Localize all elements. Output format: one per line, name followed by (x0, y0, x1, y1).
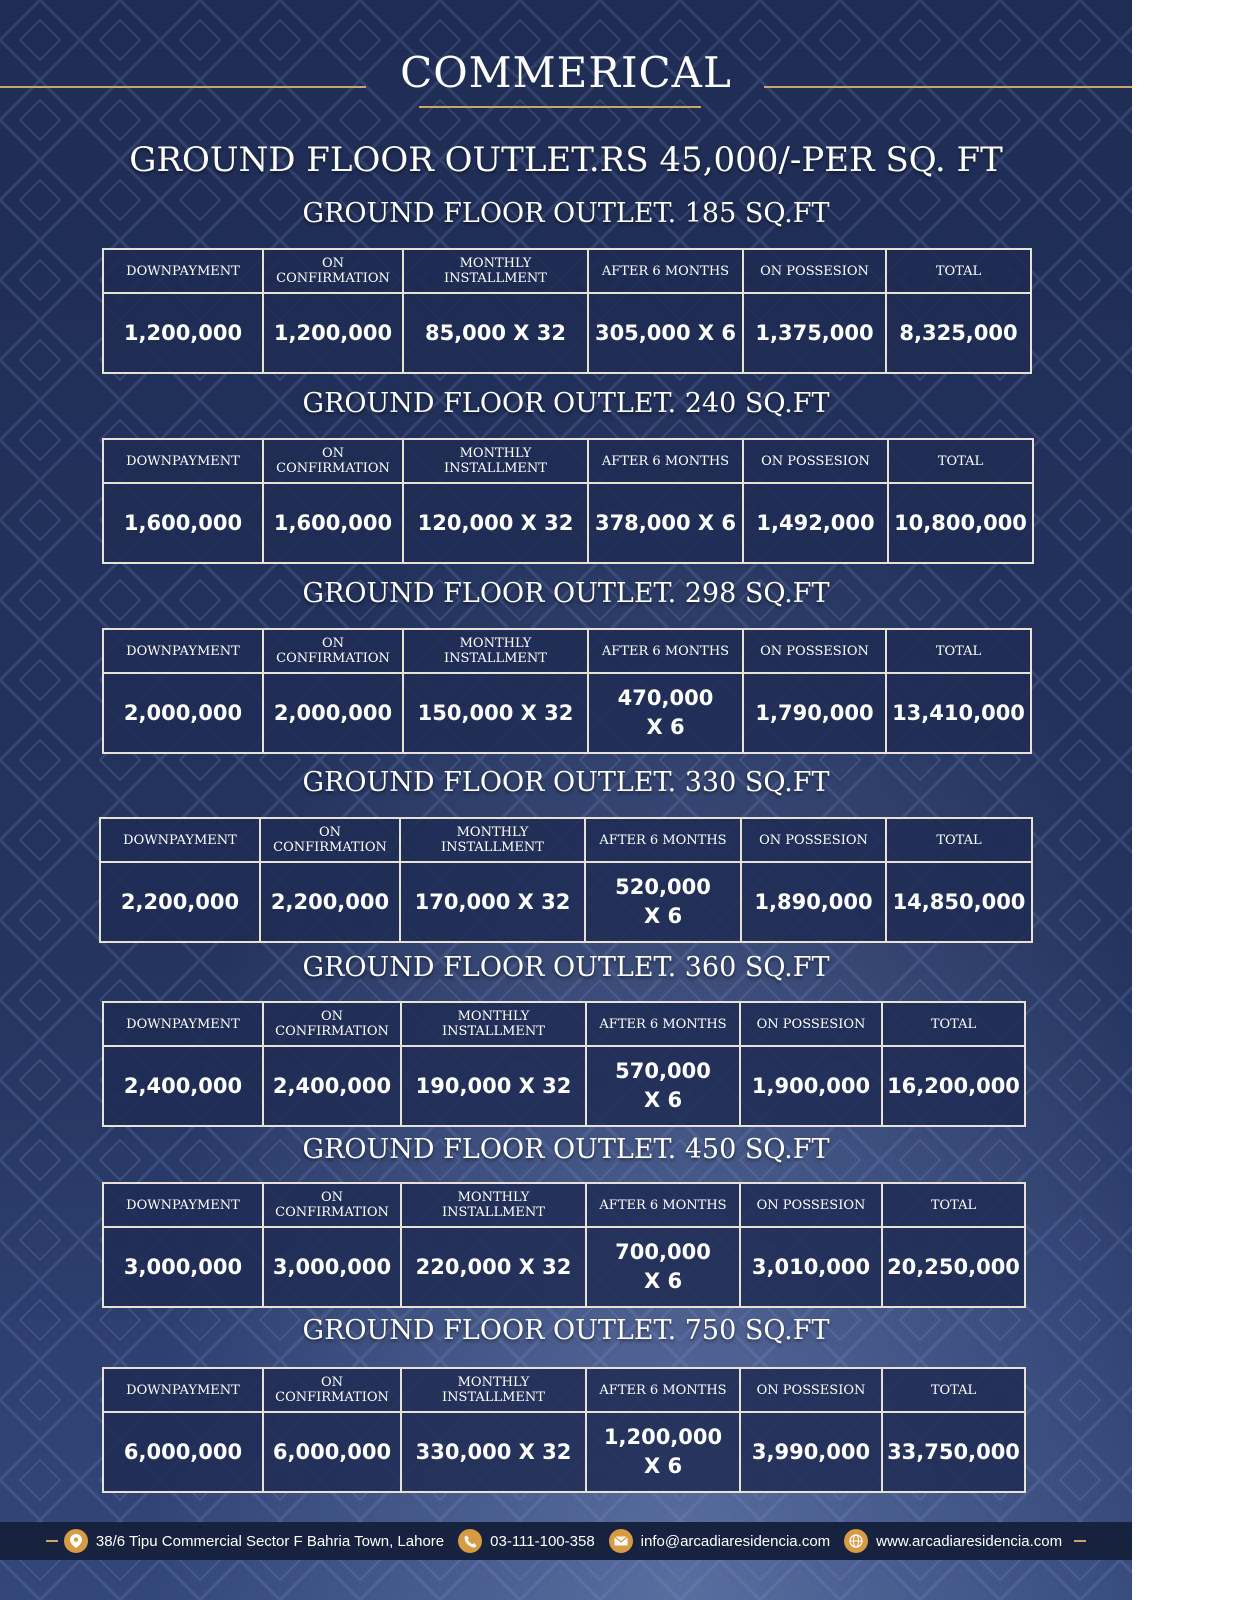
footer-rule-right (1074, 1540, 1086, 1542)
value-after-6-months (585, 862, 741, 942)
value-row (103, 1227, 1025, 1307)
header-monthly-installment: MONTHLY INSTALLMENT (401, 1002, 586, 1046)
value-total: 16,200,000 (882, 1046, 1025, 1126)
after6-line2: X 6 (643, 1454, 683, 1478)
value-after-6-months (588, 673, 743, 753)
header-on-confirmation (263, 1002, 401, 1046)
value-on-possession: 1,900,000 (740, 1046, 882, 1126)
header-on-text: ON (321, 446, 345, 461)
footer-phone[interactable] (458, 1529, 595, 1553)
header-on-text: ON (318, 825, 342, 840)
header-total: TOTAL (886, 249, 1031, 293)
pricing-table (99, 817, 1033, 943)
header-on-text: ON (320, 1009, 344, 1024)
price-headline: GROUND FLOOR OUTLET.RS 45,000/-PER SQ. FT (129, 140, 1003, 180)
header-monthly-installment: MONTHLY INSTALLMENT (400, 818, 585, 862)
header-row (100, 818, 1032, 862)
footer-email[interactable] (609, 1529, 831, 1553)
value-on-possession: 1,375,000 (743, 293, 886, 373)
header-confirmation-text: CONFIRMATION (276, 271, 390, 286)
header-monthly-installment: MONTHLY INSTALLMENT (403, 439, 588, 483)
address-text: 38/6 Tipu Commercial Sector F Bahria Town, Lahore (95, 1532, 445, 1550)
header-total: TOTAL (886, 629, 1031, 673)
value-downpayment: 1,600,000 (103, 483, 263, 563)
email-icon (609, 1529, 633, 1553)
footer-website[interactable] (844, 1529, 1062, 1553)
header-after-6-months: AFTER 6 MONTHS (586, 1002, 740, 1046)
header-monthly-installment: MONTHLY INSTALLMENT (401, 1368, 586, 1412)
after6-line2: X 6 (643, 1269, 683, 1293)
value-row (103, 1046, 1025, 1126)
value-monthly-installment: 220,000 X 32 (401, 1227, 586, 1307)
pricing-table (102, 438, 1034, 564)
header-on-possession: ON POSSESION (740, 1002, 882, 1046)
header-confirmation-text: CONFIRMATION (273, 840, 387, 855)
contact-footer (0, 1522, 1132, 1560)
header-after-6-months: AFTER 6 MONTHS (586, 1368, 740, 1412)
header-after-6-months: AFTER 6 MONTHS (585, 818, 741, 862)
pricing-table (102, 1001, 1026, 1127)
value-total: 10,800,000 (888, 483, 1033, 563)
header-total: TOTAL (888, 439, 1033, 483)
after6-line2: X 6 (643, 1088, 683, 1112)
after6-line1: 378,000 X 6 (594, 510, 737, 535)
header-monthly-installment: MONTHLY INSTALLMENT (403, 249, 588, 293)
value-on-possession: 3,990,000 (740, 1412, 882, 1492)
header-downpayment: DOWNPAYMENT (103, 1183, 263, 1227)
title-underline (419, 106, 701, 108)
after6-line2: X 6 (643, 904, 683, 928)
value-on-confirmation: 1,600,000 (263, 483, 403, 563)
after6-line1: 570,000 (615, 1059, 711, 1083)
value-on-confirmation: 2,400,000 (263, 1046, 401, 1126)
value-on-possession: 1,890,000 (741, 862, 886, 942)
header-downpayment: DOWNPAYMENT (103, 1368, 263, 1412)
value-after-6-months (588, 293, 743, 373)
header-downpayment: DOWNPAYMENT (103, 249, 263, 293)
value-on-confirmation: 2,200,000 (260, 862, 400, 942)
value-monthly-installment: 190,000 X 32 (401, 1046, 586, 1126)
header-after-6-months: AFTER 6 MONTHS (586, 1183, 740, 1227)
header-on-confirmation (263, 629, 403, 673)
section-title: GROUND FLOOR OUTLET. 750 SQ.FT (302, 1315, 830, 1346)
after6-line1: 1,200,000 (603, 1425, 723, 1449)
header-on-possession: ON POSSESION (743, 249, 886, 293)
value-downpayment: 2,200,000 (100, 862, 260, 942)
header-on-confirmation (263, 1183, 401, 1227)
after6-line1: 520,000 (615, 875, 711, 899)
value-on-confirmation: 6,000,000 (263, 1412, 401, 1492)
after6-line1: 305,000 X 6 (594, 320, 737, 345)
header-on-possession: ON POSSESION (743, 439, 888, 483)
section-title: GROUND FLOOR OUTLET. 240 SQ.FT (302, 388, 830, 419)
header-monthly-installment: MONTHLY INSTALLMENT (403, 629, 588, 673)
header-on-confirmation (263, 249, 403, 293)
header-total: TOTAL (882, 1002, 1025, 1046)
header-row (103, 1183, 1025, 1227)
value-on-possession: 3,010,000 (740, 1227, 882, 1307)
phone-icon (458, 1529, 482, 1553)
header-on-text: ON (321, 256, 345, 271)
value-after-6-months (586, 1046, 740, 1126)
value-after-6-months (586, 1227, 740, 1307)
email-text[interactable]: info@arcadiaresidencia.com (640, 1532, 831, 1550)
pricing-table (102, 1182, 1026, 1308)
value-on-confirmation: 2,000,000 (263, 673, 403, 753)
pricing-table (102, 628, 1032, 754)
value-downpayment: 2,000,000 (103, 673, 263, 753)
value-downpayment: 1,200,000 (103, 293, 263, 373)
pricing-table (102, 248, 1032, 374)
header-on-text: ON (321, 636, 345, 651)
header-downpayment: DOWNPAYMENT (103, 629, 263, 673)
header-downpayment: DOWNPAYMENT (103, 1002, 263, 1046)
header-on-possession: ON POSSESION (740, 1183, 882, 1227)
header-on-possession: ON POSSESION (740, 1368, 882, 1412)
header-total: TOTAL (882, 1368, 1025, 1412)
header-total: TOTAL (882, 1183, 1025, 1227)
header-on-confirmation (263, 439, 403, 483)
after6-line2: X 6 (646, 715, 685, 739)
value-on-confirmation: 1,200,000 (263, 293, 403, 373)
value-downpayment: 2,400,000 (103, 1046, 263, 1126)
value-total: 13,410,000 (886, 673, 1031, 753)
section-title: GROUND FLOOR OUTLET. 298 SQ.FT (302, 578, 830, 609)
value-total: 33,750,000 (882, 1412, 1025, 1492)
value-monthly-installment: 330,000 X 32 (401, 1412, 586, 1492)
pricing-table (102, 1367, 1026, 1493)
header-after-6-months: AFTER 6 MONTHS (588, 629, 743, 673)
header-row (103, 249, 1031, 293)
value-after-6-months (588, 483, 743, 563)
header-downpayment: DOWNPAYMENT (103, 439, 263, 483)
value-monthly-installment: 150,000 X 32 (403, 673, 588, 753)
header-on-confirmation (263, 1368, 401, 1412)
after6-line1: 700,000 (615, 1240, 711, 1264)
website-text[interactable]: www.arcadiaresidencia.com (876, 1532, 1063, 1550)
value-row (103, 1412, 1025, 1492)
value-on-confirmation: 3,000,000 (263, 1227, 401, 1307)
value-on-possession: 1,492,000 (743, 483, 888, 563)
value-row (103, 293, 1031, 373)
section-title: GROUND FLOOR OUTLET. 330 SQ.FT (302, 767, 830, 798)
section-title: GROUND FLOOR OUTLET. 185 SQ.FT (302, 198, 830, 229)
header-on-possession: ON POSSESION (741, 818, 886, 862)
value-after-6-months (586, 1412, 740, 1492)
header-on-text: ON (320, 1375, 344, 1390)
value-downpayment: 6,000,000 (103, 1412, 263, 1492)
value-total: 8,325,000 (886, 293, 1031, 373)
header-confirmation-text: CONFIRMATION (276, 651, 390, 666)
globe-icon (844, 1529, 868, 1553)
page-title: COMMERICAL (400, 48, 732, 97)
section-title: GROUND FLOOR OUTLET. 450 SQ.FT (302, 1134, 830, 1165)
value-row (103, 483, 1033, 563)
value-monthly-installment: 85,000 X 32 (403, 293, 588, 373)
value-row (100, 862, 1032, 942)
header-on-confirmation (260, 818, 400, 862)
section-title: GROUND FLOOR OUTLET. 360 SQ.FT (302, 952, 830, 983)
header-row (103, 1002, 1025, 1046)
header-confirmation-text: CONFIRMATION (276, 461, 390, 476)
location-pin-icon (64, 1529, 88, 1553)
header-after-6-months: AFTER 6 MONTHS (588, 249, 743, 293)
header-monthly-installment: MONTHLY INSTALLMENT (401, 1183, 586, 1227)
header-confirmation-text: CONFIRMATION (275, 1390, 389, 1405)
after6-line1: 470,000 (617, 686, 714, 710)
header-row (103, 1368, 1025, 1412)
value-row (103, 673, 1031, 753)
header-on-text: ON (320, 1190, 344, 1205)
value-total: 14,850,000 (886, 862, 1032, 942)
header-row (103, 629, 1031, 673)
value-on-possession: 1,790,000 (743, 673, 886, 753)
header-confirmation-text: CONFIRMATION (275, 1205, 389, 1220)
header-row (103, 439, 1033, 483)
footer-address (64, 1529, 444, 1553)
value-monthly-installment: 170,000 X 32 (400, 862, 585, 942)
phone-text[interactable]: 03-111-100-358 (490, 1532, 595, 1550)
header-downpayment: DOWNPAYMENT (100, 818, 260, 862)
title-block (0, 48, 1132, 118)
header-on-possession: ON POSSESION (743, 629, 886, 673)
value-total: 20,250,000 (882, 1227, 1025, 1307)
header-after-6-months: AFTER 6 MONTHS (588, 439, 743, 483)
header-total: TOTAL (886, 818, 1032, 862)
value-downpayment: 3,000,000 (103, 1227, 263, 1307)
header-confirmation-text: CONFIRMATION (275, 1024, 389, 1039)
footer-rule-left (46, 1540, 58, 1542)
value-monthly-installment: 120,000 X 32 (403, 483, 588, 563)
